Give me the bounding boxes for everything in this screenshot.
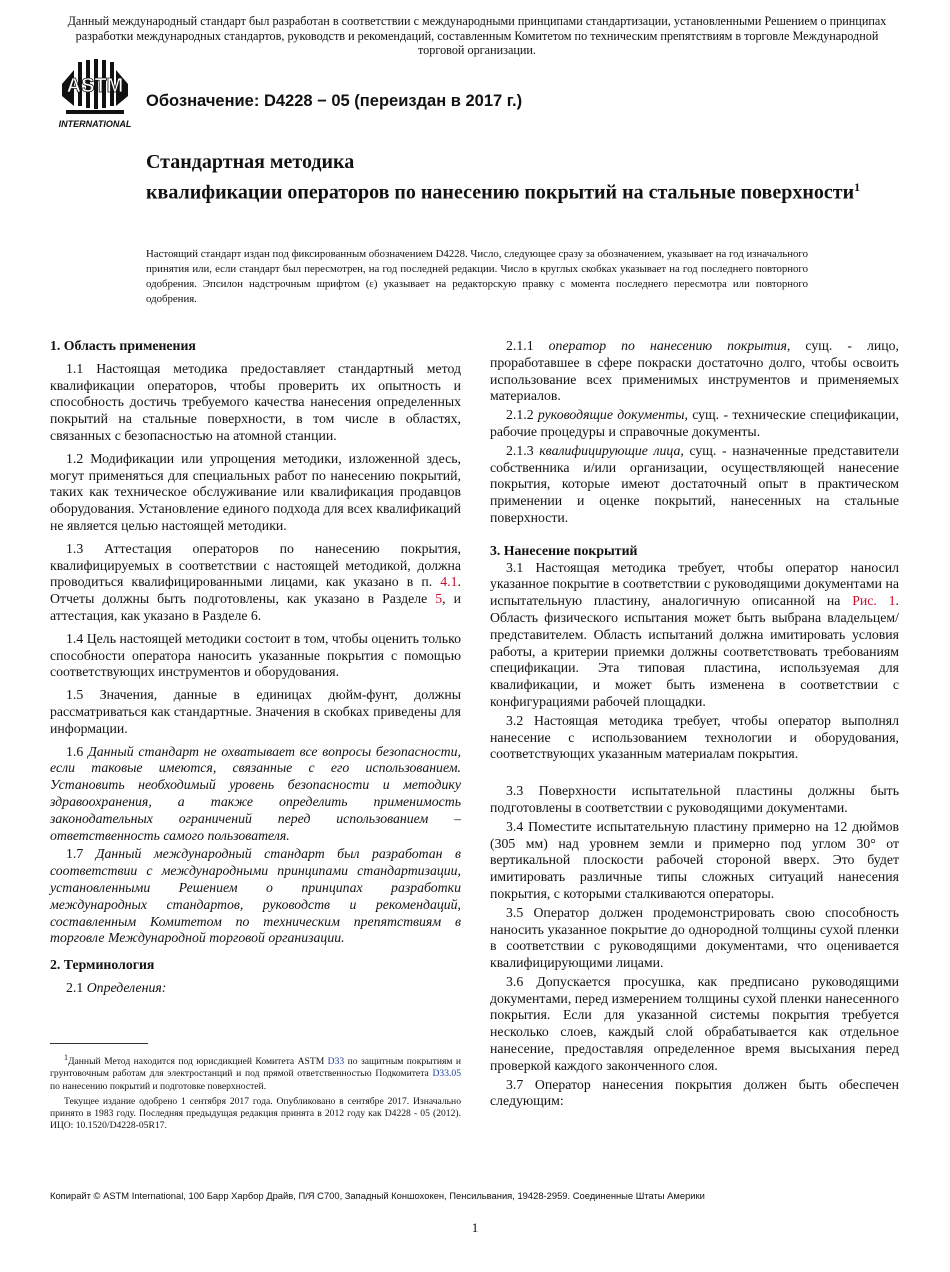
fn1-part-a: Данный Метод находится под юрисдикцией Комитета ASTM xyxy=(68,1056,328,1068)
paragraph-2-1 xyxy=(50,980,461,997)
paragraph-3-4: 3.4 Поместите испытательную пластину примерно на 12 дюймов (305 мм) над уровнем земли и примерно под углом 30° от вертикальной плоскости рабочей стороной вверх. Это будет имитировать различные типы сложных ситуаций нанесения покрытия, с которыми сталкиваются операторы. xyxy=(490,818,899,901)
paragraph-3-6: 3.6 Допускается просушка, как предписано руководящими документами, перед измерением толщины сухой пленки нанесенного покрытия. Если для указанной системы покрытия требуется несколько слоев, каждый слой обрабатывается как отдельное нанесение, предоставляя определенное время высыхания перед проверкой каждого законченного слоя. xyxy=(490,973,899,1073)
fn1-part-b: по защитным покрытиям и грунтовочным работам для электростанций и под прямой ответственностью Подкомитета xyxy=(50,1056,461,1080)
paragraph-2-1-3 xyxy=(490,443,899,527)
paragraph-1-7 xyxy=(50,846,461,947)
title-line-1: Стандартная методика xyxy=(146,151,355,173)
paragraph-3-5: 3.5 Оператор должен продемонстрировать свою способность наносить указанное покрытие до однородной толщины сухой пленки в соответствии с руководящими документами, что оценивается квалифицирующими лицами. xyxy=(490,904,899,971)
blank-gap xyxy=(490,765,899,783)
p1-3-part-b: . Отчеты должны быть подготовлены, как указано в Разделе xyxy=(50,574,461,607)
p2-1-1-number: 2.1.1 xyxy=(506,338,549,353)
link-committee-d33[interactable]: D33 xyxy=(327,1056,345,1068)
link-subcommittee-d33-05[interactable]: D33.05 xyxy=(432,1068,461,1080)
link-section-5[interactable]: 5 xyxy=(435,591,443,607)
astm-logo xyxy=(52,56,138,132)
header-notice: Данный международный стандарт был разработан в соответствии с международными принципами стандартизации, установленными Решением о принципах разработки международных стандартов, руководств и рекомендаций, составленным Комитетом по техническим препятствиям в торговле Международной торговой организации. xyxy=(67,14,887,57)
right-column xyxy=(490,338,899,1112)
link-figure-1[interactable]: Рис. 1 xyxy=(852,593,896,609)
link-section-4-1[interactable]: 4.1 xyxy=(440,574,458,590)
p1-7-number: 1.7 xyxy=(66,846,96,862)
intro-paragraph: Настоящий стандарт издан под фиксированным обозначением D4228. Число, следующее сразу за обозначением, указывает на год изначального принятия или, если стандарт был пересмотрен, на год последней редакции. Число в круглых скобках указывает на год последнего повторного одобрения. Эпсилон надстрочным шрифтом (ε) указывает на редакторскую правку с момента последнего пересмотра или повторного одобрения. xyxy=(146,248,808,305)
p2-1-text: Определения: xyxy=(86,979,167,995)
left-column xyxy=(50,338,461,1003)
p2-1-1-definition: , сущ. - лицо, проработавшее в сфере покраски достаточно долго, чтобы освоить использование всех применимых инструментов и применяемых материалов. xyxy=(490,338,899,404)
paragraph-3-1 xyxy=(490,560,899,711)
paragraph-2-1-1 xyxy=(490,338,899,405)
p2-1-2-term: руководящие документы xyxy=(537,407,685,423)
footnote-1-mark: 1 xyxy=(64,1053,68,1062)
p1-7-text: Данный международный стандарт был разработан в соответствии с международными принципами стандартизации, установленными Решением о принципах разработки международных стандартов, руководств и рекомендаций, составленным Комитетом по техническим препятствиям в торговле Международной торговой организации. xyxy=(50,846,461,946)
p2-1-3-number: 2.1.3 xyxy=(506,442,540,458)
section-2-heading: 2. Терминология xyxy=(50,957,155,973)
p1-6-number: 1.6 xyxy=(66,743,88,759)
paragraph-1-5: 1.5 Значения, данные в единицах дюйм-фунт, должны рассматриваться как стандартные. Значения в скобках приведены для информации. xyxy=(50,687,461,736)
logo-top-text: ASTM xyxy=(66,75,124,97)
footnote-1 xyxy=(50,1052,461,1093)
p3-1-part-a: 3.1 Настоящая методика требует, чтобы оператор наносил указанное покрытие в соответствии с руководящими документами на испытательную пластину, аналогичную описанной на xyxy=(490,559,899,609)
p2-1-3-definition: , сущ. - назначенные представители собственника и/или организации, осуществляющей нанесение покрытия, которые имеют достаточный опыт в практическом применении и оценке покрытий, нанесенных на стальные поверхности. xyxy=(490,442,899,525)
footnote-2: Текущее издание одобрено 1 сентября 2017 года. Опубликовано в сентябре 2017. Изначально принято в 1983 году. Последняя предыдущая редакция принята в 2012 году как D4228 - 05 (2012). ИЦО: 10.1520/D4228-05R17. xyxy=(50,1095,461,1132)
paragraph-3-3: 3.3 Поверхности испытательной пластины должны быть подготовлены в соответствии с руководящими документами. xyxy=(490,783,899,815)
logo-bottom-text: INTERNATIONAL xyxy=(58,119,132,129)
paragraph-1-2: 1.2 Модификации или упрощения методики, изложенной здесь, могут применяться для специальных работ по нанесению покрытий, таких как техническое обслуживание или квалификация продавцов оборудования. Установление единого подхода для всех квалификаций не является целью настоящей методики. xyxy=(50,450,461,533)
title-line-2 xyxy=(146,175,866,206)
document-title xyxy=(146,150,866,206)
p2-1-2-definition: , сущ. - технические спецификации, рабочие процедуры и справочные документы. xyxy=(490,407,899,439)
page-number: 1 xyxy=(471,1220,479,1235)
fn1-part-c: по нанесению покрытий и подготовке поверхностей. xyxy=(50,1080,267,1092)
p2-1-2-number: 2.1.2 xyxy=(506,407,538,423)
paragraph-3-2: 3.2 Настоящая методика требует, чтобы оператор выполнял нанесение с использованием технологии и оборудования, соответствующих указанным материалам покрытия. xyxy=(490,712,899,762)
copyright-line: Копирайт © ASTM International, 100 Барр Харбор Драйв, П/Я C700, Западный Коншохокен, Пенсильвания, 19428-2959. Соединенные Штаты Америки xyxy=(50,1190,705,1201)
section-1-heading: 1. Область применения xyxy=(50,338,196,353)
designation: Обозначение: D4228 − 05 (переиздан в 2017 г.) xyxy=(146,92,523,110)
paragraph-2-1-2 xyxy=(490,407,899,441)
p2-1-1-term: оператор по нанесению покрытия xyxy=(548,338,787,353)
paragraph-1-6 xyxy=(50,744,461,845)
footnotes xyxy=(50,1052,461,1135)
p1-6-text: Данный стандарт не охватывает все вопросы безопасности, если таковые имеются, связанные с его использованием. Установить необходимый уровень безопасности и методику здравоохранения, а также определить применимость законодательных ограничений перед использованием – ответственность самого пользователя. xyxy=(50,743,461,843)
p1-3-part-a: 1.3 Аттестация операторов по нанесению покрытия, квалифицируемых в соответствии с настоящей методикой, должна проводиться квалифицированными лицами, как указано в п. xyxy=(50,540,461,590)
p1-3-part-c: , и аттестация, как указано в Разделе 6. xyxy=(50,591,461,623)
p2-1-number: 2.1 xyxy=(66,979,87,995)
footnote-divider xyxy=(50,1043,148,1044)
paragraph-1-4: 1.4 Цель настоящей методики состоит в том, чтобы оценить только способности оператора наносить указанные покрытия с помощью соответствующих инструментов и оборудования. xyxy=(50,630,461,680)
paragraph-3-7: 3.7 Оператор нанесения покрытия должен быть обеспечен следующим: xyxy=(490,1076,899,1109)
title-footnote-ref: 1 xyxy=(854,180,861,194)
title-line-2-text: квалификации операторов по нанесению покрытий на стальные поверхности xyxy=(146,181,855,204)
p3-1-part-b: . Область физического испытания может быть выбрана владельцем/представителем. Область испытаний должна имитировать условия работы, а критерии приемки должны соответствовать требованиям спецификации. Эта типовая пластина, используемая для квалификации, и может быть изменена в соответствии с конфигурациями рабочей площадки. xyxy=(490,593,899,709)
p2-1-3-term: квалифицирующие лица xyxy=(539,442,681,458)
paragraph-1-1: 1.1 Настоящая методика предоставляет стандартный метод квалификации операторов, чтобы проверить их опытность и способность достичь требуемого качества нанесения определенных покрытий на стальные поверхности, в том числе в областях, связанных с безопасностью на атомной станции. xyxy=(50,360,461,443)
section-3-heading: 3. Нанесение покрытий xyxy=(490,542,638,558)
paragraph-1-3 xyxy=(50,541,461,625)
